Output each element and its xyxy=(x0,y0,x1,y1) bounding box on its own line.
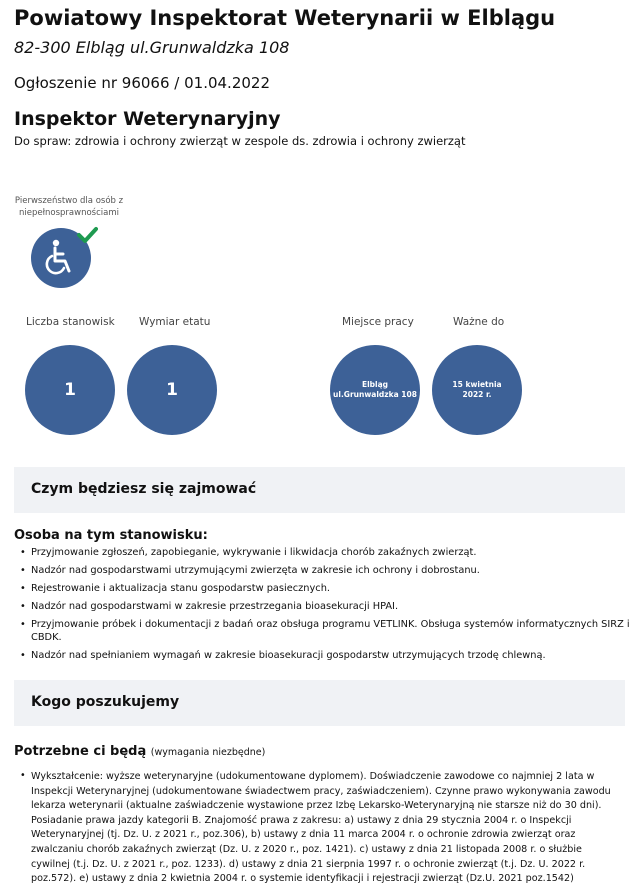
valid-until-year: 2022 r. xyxy=(462,390,492,399)
office-address: 82-300 Elbląg ul.Grunwaldzka 108 xyxy=(14,38,290,57)
announcement-number: Ogłoszenie nr 96066 / 01.04.2022 xyxy=(14,74,270,92)
fte-value: 1 xyxy=(127,345,217,435)
seeking-section-banner xyxy=(14,680,625,726)
requirements-title: Potrzebne ci będą xyxy=(14,744,147,759)
list-item: • Nadzór nad gospodarstwami w zakresie przestrzegania bioasekuracji HPAI. xyxy=(31,600,640,613)
valid-until-date: 15 kwietnia xyxy=(452,380,502,389)
list-item: • Nadzór nad spełnianiem wymagań w zakresie bioasekuracji gospodarstw utrzymujących trzodę chlewną. xyxy=(31,649,640,662)
fte-label: Wymiar etatu xyxy=(139,316,211,328)
wheelchair-icon xyxy=(45,239,77,277)
valid-until-value xyxy=(432,345,522,435)
position-title: Inspektor Weterynaryjny xyxy=(14,108,281,130)
requirements-bullet: • xyxy=(20,770,26,781)
positions-count-label: Liczba stanowisk xyxy=(26,316,115,328)
duties-section-banner xyxy=(14,467,625,513)
check-icon xyxy=(76,226,98,244)
workplace-street: ul.Grunwaldzka 108 xyxy=(333,390,417,399)
office-title: Powiatowy Inspektorat Weterynarii w Elblągu xyxy=(14,6,556,30)
workplace-city: Elbląg xyxy=(361,380,389,389)
list-item: • Nadzór nad gospodarstwami utrzymującymi zwierzęta w zakresie ich ochrony i dobrostanu. xyxy=(31,564,640,577)
duties-list xyxy=(14,542,640,667)
list-item: • Rejestrowanie i aktualizacja stanu gospodarstw pasiecznych. xyxy=(31,582,640,595)
list-item: • Przyjmowanie próbek i dokumentacji z badań oraz obsługa programu VETLINK. Obsługa systemów informatycznych SIRZ i CBDK. xyxy=(31,618,640,644)
duties-section-title: Czym będziesz się zajmować xyxy=(31,481,257,497)
workplace-label: Miejsce pracy xyxy=(342,316,414,328)
disability-priority-label: Pierwszeństwo dla osób z niepełnosprawnościami xyxy=(14,196,124,218)
requirements-note: (wymagania niezbędne) xyxy=(150,747,266,758)
requirements-text: Wykształcenie: wyższe weterynaryjne (udokumentowane dyplomem). Doświadczenie zawodowe co najmniej 2 lata w Inspekcji Weterynaryjnej (udokumentowane świadectwem pracy, zaświadczeniem). Czynne prawo wykonywania zawodu lekarza weterynarii (aktualne zaświadczenie wystawione przez Izbę Lekarsko-Weterynaryjną nie starsze niż do 30 dni). Posiadanie prawa jazdy kategorii B. Znajomość prawa z zakresu: a) ustawy z dnia 29 stycznia 2004 r. o Inspekcji Weterynaryjnej (tj. Dz. U. z 2021 r., poz.306), b) ustawy z dnia 11 marca 2004 r. o ochronie zdrowia zwierząt oraz zwalczaniu chorób zakaźnych zwierząt (Dz. U. z 2020 r., poz. 1421). c) ustawy z dnia 21 listopada 2008 r. o służbie cywilnej (t.j. Dz. U. z 2021 r., poz. 1233). d) ustawy z dnia 21 sierpnia 1997 r. o ochronie zwierząt (t.j. Dz. U. 2022 r. poz.572). e) ustawy z dnia 2 kwietnia 2004 r. o systemie identyfikacji i rejestracji zwierząt (Dz.U. 2021 poz.1542) xyxy=(31,771,611,885)
workplace-value xyxy=(330,345,420,435)
seeking-section-title: Kogo poszukujemy xyxy=(31,694,180,710)
list-item: • Przyjmowanie zgłoszeń, zapobieganie, wykrywanie i likwidacja chorób zakaźnych zwierząt. xyxy=(31,546,640,559)
positions-count-value: 1 xyxy=(25,345,115,435)
position-subtitle: Do spraw: zdrowia i ochrony zwierząt w zespole ds. zdrowia i ochrony zwierząt xyxy=(14,134,466,148)
requirements-heading xyxy=(14,744,265,759)
valid-until-label: Ważne do xyxy=(453,316,505,328)
duties-heading: Osoba na tym stanowisku: xyxy=(14,528,208,543)
